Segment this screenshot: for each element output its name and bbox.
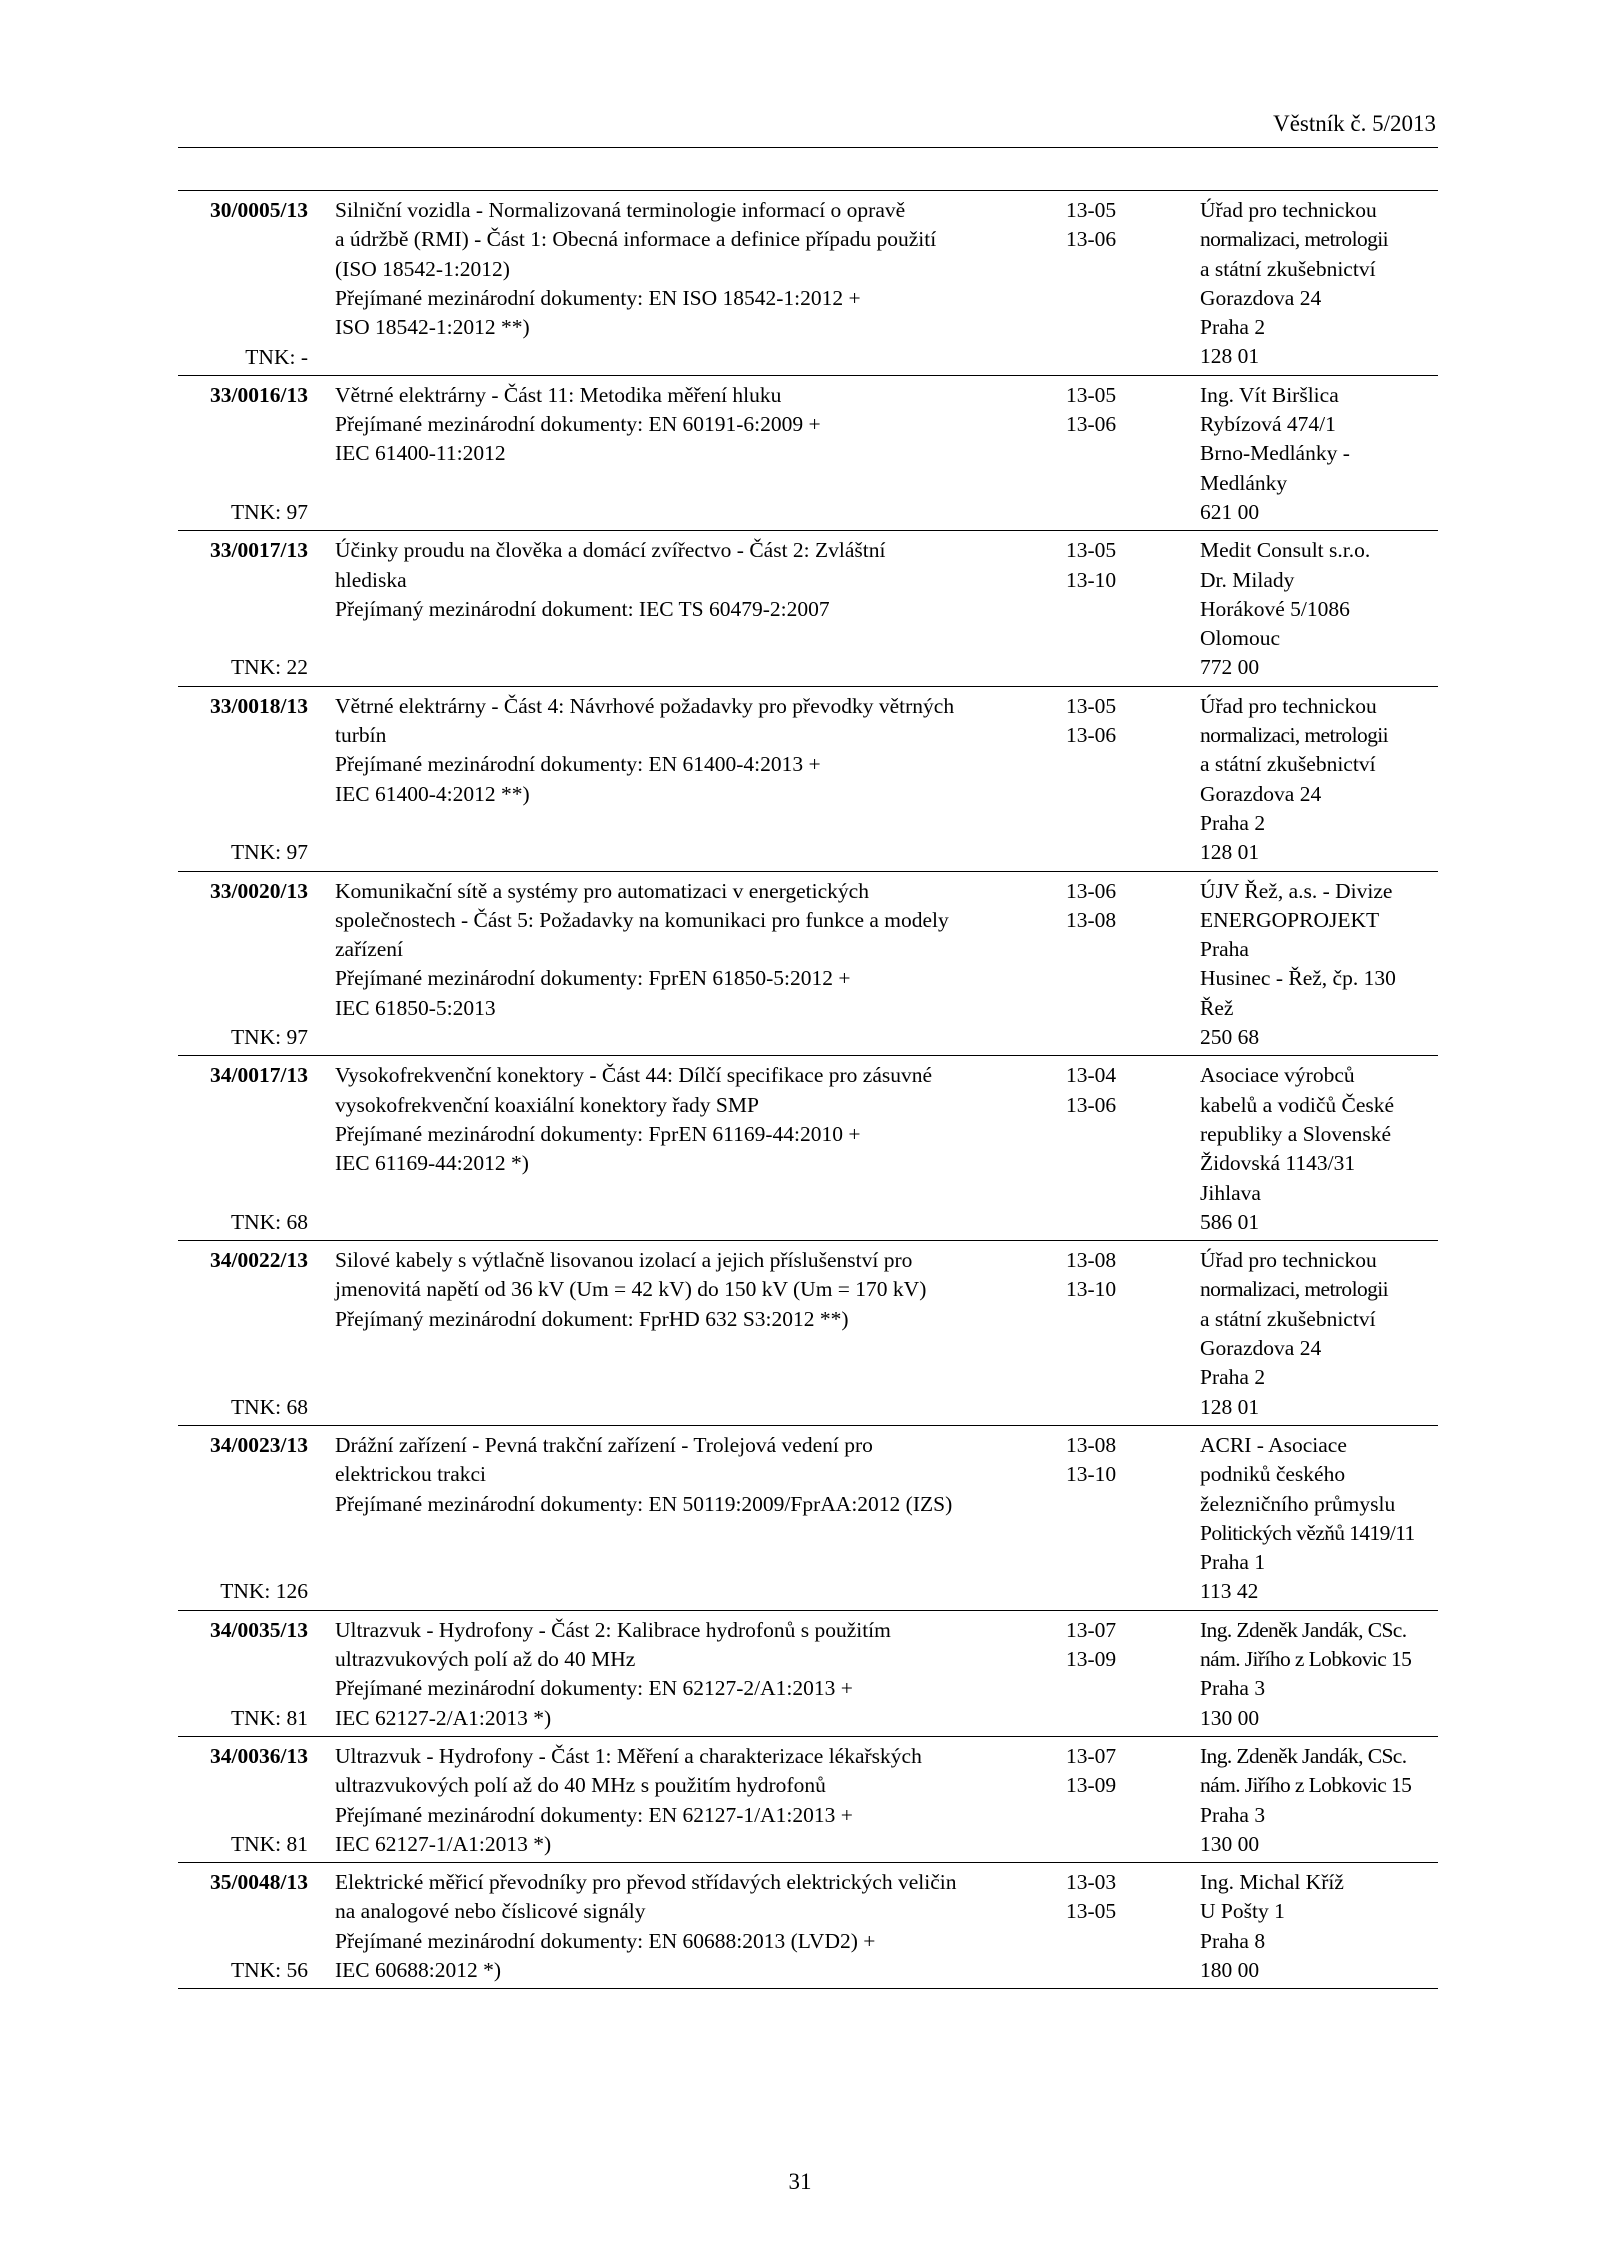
date-code: 13-04 <box>1066 1063 1117 1088</box>
title-line: Přejímané mezinárodní dokumenty: EN ISO 18542-1:2012 + <box>335 285 861 310</box>
title-line: Přejímané mezinárodní dokumenty: FprEN 61850-5:2012 + <box>335 966 851 991</box>
title-line: hlediska <box>335 567 407 592</box>
table-row <box>178 1055 1438 1240</box>
title-line: Přejímaný mezinárodní dokument: FprHD 632 S3:2012 **) <box>335 1306 849 1331</box>
tnk-label: TNK: 81 <box>230 1831 308 1856</box>
entry-id: 35/0048/13 <box>210 1870 308 1895</box>
title-line: zařízení <box>335 937 404 962</box>
page-number: 31 <box>788 2169 812 2194</box>
address-line: Praha 2 <box>1200 1365 1266 1390</box>
entry-codes <box>1066 1431 1186 1490</box>
entry-codes <box>1066 1061 1186 1120</box>
address-line: normalizaci, metrologii <box>1200 227 1388 252</box>
entry-address <box>1200 1061 1440 1237</box>
date-code: 13-10 <box>1066 567 1117 592</box>
date-code: 13-06 <box>1066 723 1117 748</box>
title-line: Větrné elektrárny - Část 4: Návrhové požadavky pro převodky větrných <box>335 693 955 718</box>
address-line: Brno-Medlánky - <box>1200 441 1350 466</box>
title-line: ultrazvukových polí až do 40 MHz <box>335 1647 636 1672</box>
address-line: 621 00 <box>1200 499 1260 524</box>
address-line: Dr. Milady <box>1200 567 1295 592</box>
title-line: Ultrazvuk - Hydrofony - Část 2: Kalibrace hydrofonů s použitím <box>335 1617 891 1642</box>
address-line: kabelů a vodičů České <box>1200 1092 1395 1117</box>
table-row <box>178 190 1438 375</box>
entry-id: 30/0005/13 <box>210 198 308 222</box>
date-code: 13-08 <box>1066 1432 1117 1457</box>
entry-address <box>1200 692 1440 868</box>
address-line: Politických vězňů 1419/11 <box>1200 1520 1415 1545</box>
entry-address <box>1200 1431 1440 1607</box>
address-line: Praha 3 <box>1200 1676 1266 1701</box>
address-line: 130 00 <box>1200 1705 1260 1730</box>
title-line: Přejímané mezinárodní dokumenty: EN 50119:2009/FprAA:2012 (IZS) <box>335 1491 953 1516</box>
address-line: Gorazdova 24 <box>1200 1336 1322 1361</box>
address-line: Praha 8 <box>1200 1928 1266 1953</box>
table-row <box>178 1610 1438 1736</box>
date-code: 13-05 <box>1066 382 1117 407</box>
entry-address <box>1200 1246 1440 1422</box>
address-line: 113 42 <box>1200 1579 1259 1604</box>
title-line: Silové kabely s výtlačně lisovanou izolací a jejich příslušenství pro <box>335 1248 913 1273</box>
address-line: nám. Jiřího z Lobkovic 15 <box>1200 1647 1412 1672</box>
title-line: IEC 61850-5:2013 <box>335 995 496 1020</box>
address-line: Řež <box>1200 995 1234 1020</box>
tnk-label: TNK: 56 <box>230 1958 308 1983</box>
entry-address <box>1200 536 1440 682</box>
tnk-label: TNK: 126 <box>220 1579 308 1604</box>
title-line: Komunikační sítě a systémy pro automatizaci v energetických <box>335 878 869 903</box>
address-line: Úřad pro technickou <box>1200 693 1377 718</box>
title-line: společnostech - Část 5: Požadavky na komunikaci pro funkce a modely <box>335 907 949 932</box>
table-row <box>178 1736 1438 1862</box>
date-code: 13-06 <box>1066 412 1117 437</box>
date-code: 13-08 <box>1066 907 1117 932</box>
address-line: Asociace výrobců <box>1200 1063 1355 1088</box>
entry-id: 33/0016/13 <box>210 382 308 407</box>
address-line: 586 01 <box>1200 1209 1260 1234</box>
address-line: Ing. Michal Kříž <box>1200 1870 1344 1895</box>
address-line: normalizaci, metrologii <box>1200 1277 1388 1302</box>
entry-address <box>1200 381 1440 527</box>
date-code: 13-05 <box>1066 693 1117 718</box>
address-line: Rybízová 474/1 <box>1200 412 1336 437</box>
entry-id: 34/0023/13 <box>210 1432 308 1457</box>
table-row <box>178 530 1438 686</box>
date-code: 13-06 <box>1066 878 1117 903</box>
date-code: 13-06 <box>1066 1092 1117 1117</box>
tnk-label: TNK: 97 <box>230 1025 308 1050</box>
title-line: Přejímané mezinárodní dokumenty: EN 60688:2013 (LVD2) + <box>335 1928 876 1953</box>
table-row <box>178 686 1438 871</box>
entry-address <box>1200 1868 1440 1985</box>
address-line: Gorazdova 24 <box>1200 285 1322 310</box>
entry-address <box>1200 1742 1440 1859</box>
address-line: a státní zkušebnictví <box>1200 752 1376 777</box>
entry-id: 33/0017/13 <box>210 538 308 563</box>
standards-table <box>178 190 1438 1989</box>
entry-codes <box>1066 877 1186 936</box>
address-line: Jihlava <box>1200 1180 1261 1205</box>
address-line: ACRI - Asociace <box>1200 1432 1347 1457</box>
title-line: Drážní zařízení - Pevná trakční zařízení - Trolejová vedení pro <box>335 1432 873 1457</box>
tnk-label: TNK: - <box>245 344 308 369</box>
address-line: 128 01 <box>1200 1394 1260 1419</box>
tnk-label: TNK: 22 <box>230 655 308 680</box>
address-line: 130 00 <box>1200 1831 1260 1856</box>
title-line: (ISO 18542-1:2012) <box>335 256 510 281</box>
date-code: 13-05 <box>1066 198 1117 222</box>
title-line: elektrickou trakci <box>335 1462 487 1487</box>
title-line: Elektrické měřicí převodníky pro převod střídavých elektrických veličin <box>335 1870 957 1895</box>
address-line: a státní zkušebnictví <box>1200 1306 1376 1331</box>
table-row <box>178 1862 1438 1989</box>
date-code: 13-09 <box>1066 1773 1117 1798</box>
entry-id: 34/0036/13 <box>210 1743 308 1768</box>
date-code: 13-09 <box>1066 1647 1117 1672</box>
address-line: Židovská 1143/31 <box>1200 1151 1356 1176</box>
address-line: 250 68 <box>1200 1025 1260 1050</box>
title-line: IEC 62127-1/A1:2013 *) <box>335 1831 552 1856</box>
address-line: Praha 2 <box>1200 810 1266 835</box>
title-line: IEC 62127-2/A1:2013 *) <box>335 1705 552 1730</box>
title-line: IEC 60688:2012 *) <box>335 1958 502 1983</box>
date-code: 13-10 <box>1066 1462 1117 1487</box>
title-line: Přejímané mezinárodní dokumenty: EN 62127-2/A1:2013 + <box>335 1676 853 1701</box>
address-line: železničního průmyslu <box>1200 1491 1396 1516</box>
address-line: normalizaci, metrologii <box>1200 723 1388 748</box>
title-line: IEC 61400-4:2012 **) <box>335 781 530 806</box>
address-line: Ing. Zdeněk Jandák, CSc. <box>1200 1617 1407 1642</box>
entry-codes <box>1066 1246 1186 1305</box>
address-line: Ing. Zdeněk Jandák, CSc. <box>1200 1743 1407 1768</box>
entry-id: 34/0022/13 <box>210 1248 308 1273</box>
title-line: ultrazvukových polí až do 40 MHz s použitím hydrofonů <box>335 1773 826 1798</box>
entry-codes <box>1066 692 1186 751</box>
address-line: Medit Consult s.r.o. <box>1200 538 1371 563</box>
title-line: IEC 61169-44:2012 *) <box>335 1151 529 1176</box>
journal-title: Věstník č. 5/2013 <box>1273 111 1436 136</box>
entry-codes <box>1066 1742 1186 1801</box>
date-code: 13-07 <box>1066 1617 1117 1642</box>
entry-codes <box>1066 381 1186 440</box>
entry-codes <box>1066 1616 1186 1675</box>
entry-codes <box>1066 536 1186 595</box>
table-row <box>178 375 1438 531</box>
date-code: 13-08 <box>1066 1248 1117 1273</box>
address-line: republiky a Slovenské <box>1200 1121 1392 1146</box>
address-line: 772 00 <box>1200 655 1260 680</box>
address-line: Úřad pro technickou <box>1200 198 1377 222</box>
address-line: Medlánky <box>1200 470 1288 495</box>
tnk-label: TNK: 68 <box>230 1209 308 1234</box>
title-line: IEC 61400-11:2012 <box>335 441 506 466</box>
date-code: 13-06 <box>1066 227 1117 252</box>
address-line: Praha 3 <box>1200 1802 1266 1827</box>
title-line: Větrné elektrárny - Část 11: Metodika měření hluku <box>335 382 782 407</box>
address-line: Praha <box>1200 937 1249 962</box>
address-line: Husinec - Řež, čp. 130 <box>1200 966 1396 991</box>
table-row <box>178 1240 1438 1425</box>
date-code: 13-03 <box>1066 1870 1117 1895</box>
title-line: na analogové nebo číslicové signály <box>335 1899 646 1924</box>
date-code: 13-07 <box>1066 1743 1117 1768</box>
date-code: 13-05 <box>1066 538 1117 563</box>
date-code: 13-05 <box>1066 1899 1117 1924</box>
title-line: vysokofrekvenční koaxiální konektory řady SMP <box>335 1092 759 1117</box>
address-line: Gorazdova 24 <box>1200 781 1322 806</box>
page-header <box>178 111 1438 148</box>
title-line: Přejímané mezinárodní dokumenty: FprEN 61169-44:2010 + <box>335 1121 861 1146</box>
address-line: Praha 2 <box>1200 315 1266 340</box>
address-line: ENERGOPROJEKT <box>1200 907 1380 932</box>
tnk-label: TNK: 97 <box>230 499 308 524</box>
entry-id: 33/0018/13 <box>210 693 308 718</box>
address-line: 128 01 <box>1200 840 1260 865</box>
title-line: ISO 18542-1:2012 **) <box>335 315 530 340</box>
address-line: 180 00 <box>1200 1958 1260 1983</box>
tnk-label: TNK: 97 <box>230 840 308 865</box>
address-line: Olomouc <box>1200 626 1281 651</box>
date-code: 13-10 <box>1066 1277 1117 1302</box>
title-line: Ultrazvuk - Hydrofony - Část 1: Měření a charakterizace lékařských <box>335 1743 922 1768</box>
address-line: podniků českého <box>1200 1462 1346 1487</box>
title-line: Vysokofrekvenční konektory - Část 44: Dílčí specifikace pro zásuvné <box>335 1063 933 1088</box>
address-line: Úřad pro technickou <box>1200 1248 1377 1273</box>
address-line: Praha 1 <box>1200 1550 1266 1575</box>
table-row <box>178 871 1438 1056</box>
address-line: ÚJV Řež, a.s. - Divize <box>1200 878 1393 903</box>
table-row <box>178 1425 1438 1610</box>
entry-address <box>1200 877 1440 1053</box>
address-line: 128 01 <box>1200 344 1260 369</box>
address-line: a státní zkušebnictví <box>1200 256 1376 281</box>
entry-id: 34/0035/13 <box>210 1617 308 1642</box>
entry-codes <box>1066 196 1186 255</box>
title-line: jmenovitá napětí od 36 kV (Um = 42 kV) do 150 kV (Um = 170 kV) <box>335 1277 927 1302</box>
title-line: Přejímané mezinárodní dokumenty: EN 60191-6:2009 + <box>335 412 821 437</box>
entry-codes <box>1066 1868 1186 1927</box>
address-line: U Pošty 1 <box>1200 1899 1285 1924</box>
title-line: Přejímaný mezinárodní dokument: IEC TS 60479-2:2007 <box>335 596 830 621</box>
entry-address <box>1200 196 1440 372</box>
title-line: Přejímané mezinárodní dokumenty: EN 62127-1/A1:2013 + <box>335 1802 853 1827</box>
tnk-label: TNK: 68 <box>230 1394 308 1419</box>
title-line: a údržbě (RMI) - Část 1: Obecná informace a definice případu použití <box>335 227 937 252</box>
title-line: Přejímané mezinárodní dokumenty: EN 61400-4:2013 + <box>335 752 821 777</box>
entry-address <box>1200 1616 1440 1733</box>
entry-id: 33/0020/13 <box>210 878 308 903</box>
address-line: Ing. Vít Biršlica <box>1200 382 1339 407</box>
address-line: Horákové 5/1086 <box>1200 596 1350 621</box>
address-line: nám. Jiřího z Lobkovic 15 <box>1200 1773 1412 1798</box>
entry-id: 34/0017/13 <box>210 1063 308 1088</box>
title-line: turbín <box>335 723 387 748</box>
title-line: Silniční vozidla - Normalizovaná terminologie informací o opravě <box>335 198 906 222</box>
title-line: Účinky proudu na člověka a domácí zvířectvo - Část 2: Zvláštní <box>335 538 886 563</box>
tnk-label: TNK: 81 <box>230 1705 308 1730</box>
